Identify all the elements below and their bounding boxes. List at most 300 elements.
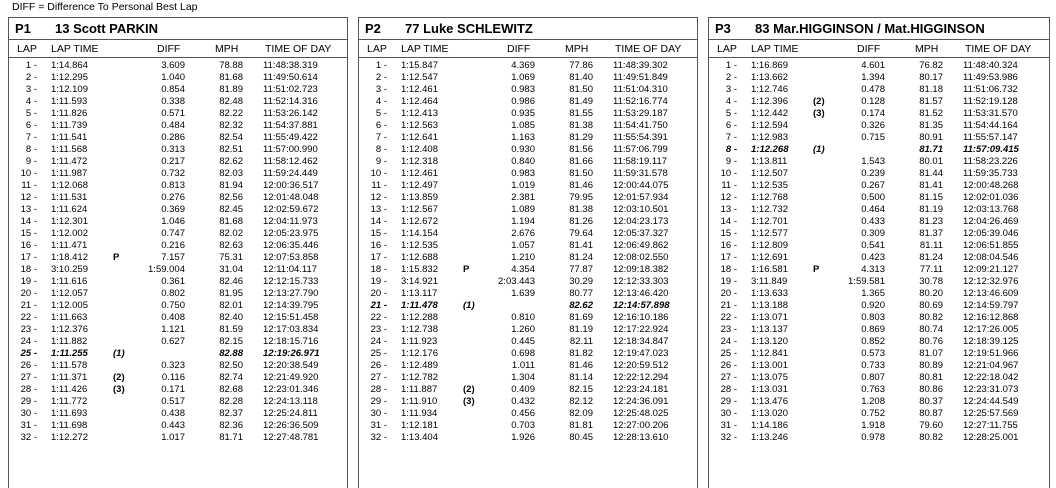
lap-diff: 1.040 bbox=[161, 72, 185, 83]
lap-mph: 78.88 bbox=[219, 60, 243, 71]
lap-time-of-day: 12:06:49.862 bbox=[613, 240, 669, 251]
lap-row bbox=[9, 372, 347, 384]
lap-mph: 81.19 bbox=[569, 324, 593, 335]
lap-time: 1:12.983 bbox=[751, 132, 788, 143]
lap-mph: 80.87 bbox=[919, 408, 943, 419]
lap-time: 1:13.404 bbox=[401, 432, 438, 443]
lap-time-of-day: 12:27:00.206 bbox=[613, 420, 669, 431]
lap-number: 16 - bbox=[370, 240, 387, 251]
lap-mph: 82.45 bbox=[219, 204, 243, 215]
lap-time: 1:11.882 bbox=[51, 336, 88, 347]
lap-diff: 0.361 bbox=[161, 276, 185, 287]
lap-time-of-day: 12:19:51.966 bbox=[963, 348, 1019, 359]
lap-diff: 1.089 bbox=[511, 204, 535, 215]
lap-time: 1:12.109 bbox=[51, 84, 88, 95]
lap-number: 13 - bbox=[20, 204, 37, 215]
lap-mph: 76.82 bbox=[919, 60, 943, 71]
lap-number: 30 - bbox=[720, 408, 737, 419]
lap-diff: 0.752 bbox=[861, 408, 885, 419]
lap-time: 1:12.567 bbox=[401, 204, 438, 215]
lap-mph: 81.66 bbox=[569, 156, 593, 167]
lap-diff: 0.267 bbox=[861, 180, 885, 191]
lap-diff: 0.500 bbox=[861, 192, 885, 203]
lap-number: 28 - bbox=[20, 384, 37, 395]
lap-number: 2 - bbox=[725, 72, 737, 83]
lap-time-of-day: 11:52:14.316 bbox=[263, 96, 318, 107]
lap-row bbox=[709, 132, 1049, 144]
lap-row bbox=[359, 384, 697, 396]
lap-mph: 81.46 bbox=[569, 180, 593, 191]
lap-row bbox=[359, 252, 697, 264]
lap-table bbox=[9, 58, 347, 444]
lap-mph: 81.49 bbox=[569, 96, 593, 107]
lap-diff: 0.443 bbox=[161, 420, 185, 431]
lap-flag: P bbox=[113, 252, 120, 263]
lap-number: 8 - bbox=[725, 144, 737, 155]
lap-time-of-day: 12:22:12.294 bbox=[613, 372, 669, 383]
lap-time-of-day: 11:52:19.128 bbox=[963, 96, 1018, 107]
lap-mph: 81.59 bbox=[219, 324, 243, 335]
lap-diff: 1.163 bbox=[511, 132, 535, 143]
lap-diff: 2.381 bbox=[511, 192, 535, 203]
lap-time-of-day: 12:00:44.075 bbox=[613, 180, 669, 191]
lap-time: 1:11.739 bbox=[51, 120, 88, 131]
lap-time: 1:12.489 bbox=[401, 360, 438, 371]
lap-time-of-day: 12:04:26.469 bbox=[963, 216, 1019, 227]
lap-time-of-day: 12:19:26.971 bbox=[263, 348, 320, 359]
col-time-of-day: TIME OF DAY bbox=[265, 43, 332, 55]
lap-diff: 0.750 bbox=[161, 300, 185, 311]
lap-time: 1:11.255 bbox=[51, 348, 88, 359]
lap-diff: 0.338 bbox=[161, 96, 185, 107]
col-lap-time: LAP TIME bbox=[51, 43, 99, 55]
lap-row bbox=[709, 396, 1049, 408]
lap-time-of-day: 12:24:36.091 bbox=[613, 396, 669, 407]
lap-time: 1:12.535 bbox=[751, 180, 788, 191]
lap-diff: 0.715 bbox=[861, 132, 885, 143]
lap-time: 1:11.934 bbox=[401, 408, 438, 419]
lap-mph: 81.69 bbox=[569, 312, 593, 323]
lap-number: 13 - bbox=[720, 204, 737, 215]
lap-time-of-day: 11:51:06.732 bbox=[963, 84, 1018, 95]
lap-row bbox=[9, 96, 347, 108]
lap-diff: 4.369 bbox=[511, 60, 535, 71]
lap-time: 1:11.923 bbox=[401, 336, 438, 347]
lap-row bbox=[709, 372, 1049, 384]
lap-time-of-day: 12:08:02.550 bbox=[613, 252, 669, 263]
lap-time-of-day: 11:59:35.733 bbox=[963, 168, 1018, 179]
lap-row bbox=[709, 144, 1049, 156]
lap-time-of-day: 12:22:18.042 bbox=[963, 372, 1019, 383]
lap-number: 9 - bbox=[375, 156, 387, 167]
col-time-of-day: TIME OF DAY bbox=[965, 43, 1032, 55]
lap-number: 29 - bbox=[370, 396, 387, 407]
lap-number: 19 - bbox=[20, 276, 37, 287]
lap-mph: 80.82 bbox=[919, 432, 943, 443]
lap-time: 1:12.746 bbox=[751, 84, 788, 95]
lap-mph: 81.56 bbox=[569, 144, 593, 155]
lap-row bbox=[9, 228, 347, 240]
lap-diff: 0.438 bbox=[161, 408, 185, 419]
lap-time: 1:13.476 bbox=[751, 396, 788, 407]
lap-time: 1:12.768 bbox=[751, 192, 788, 203]
lap-diff: 2:03.443 bbox=[498, 276, 535, 287]
lap-diff: 1.019 bbox=[511, 180, 535, 191]
lap-diff: 1.057 bbox=[511, 240, 535, 251]
lap-number: 27 - bbox=[20, 372, 37, 383]
lap-mph: 82.50 bbox=[219, 360, 243, 371]
driver-name: 13 Scott PARKIN bbox=[55, 21, 159, 36]
lap-time: 1:13.071 bbox=[751, 312, 788, 323]
lap-mph: 80.01 bbox=[919, 156, 943, 167]
lap-mph: 81.26 bbox=[569, 216, 593, 227]
lap-row bbox=[359, 372, 697, 384]
lap-row bbox=[709, 348, 1049, 360]
lap-number: 3 - bbox=[725, 84, 737, 95]
lap-number: 16 - bbox=[720, 240, 737, 251]
lap-number: 4 - bbox=[725, 96, 737, 107]
lap-number: 3 - bbox=[25, 84, 37, 95]
lap-number: 1 - bbox=[725, 60, 737, 71]
lap-number: 29 - bbox=[20, 396, 37, 407]
lap-mph: 82.40 bbox=[219, 312, 243, 323]
lap-time-of-day: 11:49:53.986 bbox=[963, 72, 1018, 83]
lap-row bbox=[709, 420, 1049, 432]
lap-row bbox=[709, 180, 1049, 192]
lap-time: 1:11.663 bbox=[51, 312, 88, 323]
lap-time-of-day: 12:27:11.755 bbox=[963, 420, 1018, 431]
lap-time-of-day: 11:51:02.723 bbox=[263, 84, 318, 95]
lap-time-of-day: 11:55:49.422 bbox=[263, 132, 318, 143]
lap-diff: 0.930 bbox=[511, 144, 535, 155]
lap-diff: 0.171 bbox=[161, 384, 185, 395]
lap-time: 1:12.396 bbox=[751, 96, 788, 107]
lap-time: 1:13.031 bbox=[751, 384, 788, 395]
lap-time: 1:12.641 bbox=[401, 132, 438, 143]
lap-row bbox=[359, 264, 697, 276]
driver-name: 77 Luke SCHLEWITZ bbox=[405, 21, 533, 36]
lap-row bbox=[709, 360, 1049, 372]
lap-number: 32 - bbox=[20, 432, 37, 443]
col-mph: MPH bbox=[215, 43, 239, 55]
lap-time-of-day: 12:00:48.268 bbox=[963, 180, 1019, 191]
lap-mph: 81.11 bbox=[919, 240, 943, 251]
lap-mph: 81.37 bbox=[919, 228, 943, 239]
lap-diff: 1.365 bbox=[861, 288, 885, 299]
lap-row bbox=[709, 192, 1049, 204]
lap-time: 1:16.869 bbox=[751, 60, 788, 71]
lap-mph: 81.46 bbox=[569, 360, 593, 371]
lap-diff: 0.810 bbox=[511, 312, 535, 323]
lap-time: 1:13.001 bbox=[751, 360, 788, 371]
lap-time-of-day: 12:13:46.420 bbox=[613, 288, 669, 299]
lap-mph: 81.68 bbox=[219, 72, 243, 83]
col-lap-time: LAP TIME bbox=[401, 43, 449, 55]
lap-row bbox=[359, 144, 697, 156]
lap-time-of-day: 11:52:16.774 bbox=[613, 96, 668, 107]
lap-row bbox=[709, 216, 1049, 228]
lap-time: 1:12.176 bbox=[401, 348, 438, 359]
lap-number: 25 - bbox=[370, 348, 387, 359]
lap-diff: 0.174 bbox=[861, 108, 885, 119]
lap-mph: 82.09 bbox=[569, 408, 593, 419]
lap-time: 1:12.288 bbox=[401, 312, 438, 323]
lap-number: 23 - bbox=[370, 324, 387, 335]
lap-time: 1:18.412 bbox=[51, 252, 88, 263]
lap-number: 14 - bbox=[20, 216, 37, 227]
lap-row bbox=[359, 84, 697, 96]
lap-row bbox=[359, 156, 697, 168]
lap-row bbox=[359, 348, 697, 360]
lap-mph: 81.52 bbox=[919, 108, 943, 119]
lap-time-of-day: 12:01:57.934 bbox=[613, 192, 669, 203]
col-lap: LAP bbox=[717, 43, 737, 55]
lap-row bbox=[9, 84, 347, 96]
lap-time-of-day: 12:07:53.858 bbox=[263, 252, 319, 263]
lap-number: 7 - bbox=[25, 132, 37, 143]
lap-mph: 82.11 bbox=[569, 336, 593, 347]
position-label: P1 bbox=[15, 21, 31, 36]
lap-time-of-day: 12:17:22.924 bbox=[613, 324, 669, 335]
lap-row bbox=[9, 348, 347, 360]
lap-time: 1:11.826 bbox=[51, 108, 88, 119]
col-diff: DIFF bbox=[507, 43, 531, 55]
lap-row bbox=[9, 432, 347, 444]
lap-time-of-day: 11:59:31.578 bbox=[613, 168, 668, 179]
lap-row bbox=[9, 360, 347, 372]
lap-row bbox=[709, 84, 1049, 96]
lap-mph: 80.17 bbox=[919, 72, 943, 83]
driver-panel-p1 bbox=[8, 17, 348, 488]
lap-number: 31 - bbox=[20, 420, 37, 431]
lap-row bbox=[709, 312, 1049, 324]
lap-row bbox=[709, 120, 1049, 132]
lap-row bbox=[9, 192, 347, 204]
lap-number: 17 - bbox=[720, 252, 737, 263]
lap-number: 5 - bbox=[25, 108, 37, 119]
lap-time-of-day: 12:03:13.768 bbox=[963, 204, 1019, 215]
lap-number: 30 - bbox=[370, 408, 387, 419]
col-diff: DIFF bbox=[857, 43, 881, 55]
lap-number: 8 - bbox=[375, 144, 387, 155]
lap-flag: (2) bbox=[813, 96, 825, 107]
lap-diff: 0.627 bbox=[161, 336, 185, 347]
lap-flag: (1) bbox=[113, 348, 125, 359]
lap-row bbox=[709, 204, 1049, 216]
lap-mph: 81.71 bbox=[219, 432, 243, 443]
lap-time: 1:12.732 bbox=[751, 204, 788, 215]
lap-row bbox=[359, 420, 697, 432]
lap-time-of-day: 12:20:59.512 bbox=[613, 360, 669, 371]
lap-time-of-day: 12:05:23.975 bbox=[263, 228, 319, 239]
lap-time: 1:12.057 bbox=[51, 288, 88, 299]
lap-time-of-day: 11:55:57.147 bbox=[963, 132, 1018, 143]
lap-time-of-day: 12:09:21.127 bbox=[963, 264, 1019, 275]
lap-row bbox=[9, 324, 347, 336]
lap-time-of-day: 11:53:26.142 bbox=[263, 108, 318, 119]
lap-mph: 30.78 bbox=[919, 276, 943, 287]
lap-diff: 0.573 bbox=[861, 348, 885, 359]
lap-time: 1:12.594 bbox=[751, 120, 788, 131]
lap-diff: 1.121 bbox=[161, 324, 185, 335]
lap-time-of-day: 12:14:39.795 bbox=[263, 300, 319, 311]
lap-time-of-day: 12:24:44.549 bbox=[963, 396, 1019, 407]
lap-diff: 1:59.004 bbox=[148, 264, 185, 275]
lap-diff: 4.601 bbox=[861, 60, 885, 71]
lap-row bbox=[709, 156, 1049, 168]
panel-header bbox=[359, 18, 697, 40]
lap-mph: 80.76 bbox=[919, 336, 943, 347]
lap-time-of-day: 11:58:23.226 bbox=[963, 156, 1018, 167]
lap-row bbox=[9, 420, 347, 432]
lap-mph: 80.82 bbox=[919, 312, 943, 323]
lap-diff: 0.478 bbox=[861, 84, 885, 95]
lap-diff: 0.803 bbox=[861, 312, 885, 323]
lap-diff: 2.676 bbox=[511, 228, 535, 239]
lap-time: 1:12.376 bbox=[51, 324, 88, 335]
lap-mph: 79.95 bbox=[569, 192, 593, 203]
lap-number: 20 - bbox=[20, 288, 37, 299]
lap-mph: 81.38 bbox=[569, 120, 593, 131]
lap-time-of-day: 11:51:04.310 bbox=[613, 84, 668, 95]
lap-time-of-day: 12:06:51.855 bbox=[963, 240, 1019, 251]
lap-diff: 1.260 bbox=[511, 324, 535, 335]
lap-row bbox=[709, 252, 1049, 264]
lap-mph: 80.86 bbox=[919, 384, 943, 395]
driver-name: 83 Mar.HIGGINSON / Mat.HIGGINSON bbox=[755, 21, 985, 36]
lap-time: 1:15.847 bbox=[401, 60, 438, 71]
lap-time-of-day: 12:03:10.501 bbox=[613, 204, 669, 215]
lap-time-of-day: 12:23:31.073 bbox=[963, 384, 1019, 395]
lap-mph: 81.41 bbox=[569, 240, 593, 251]
lap-mph: 82.12 bbox=[569, 396, 593, 407]
lap-time-of-day: 11:57:09.415 bbox=[963, 144, 1019, 155]
lap-time: 1:13.188 bbox=[751, 300, 788, 311]
lap-time-of-day: 12:04:11.973 bbox=[263, 216, 318, 227]
lap-number: 27 - bbox=[370, 372, 387, 383]
lap-diff: 0.217 bbox=[161, 156, 185, 167]
lap-time-of-day: 12:24:13.118 bbox=[263, 396, 318, 407]
lap-table bbox=[709, 58, 1049, 444]
lap-time-of-day: 11:48:40.324 bbox=[963, 60, 1018, 71]
lap-row bbox=[709, 408, 1049, 420]
lap-time-of-day: 12:14:57.898 bbox=[613, 300, 670, 311]
lap-mph: 80.81 bbox=[919, 372, 943, 383]
lap-mph: 82.54 bbox=[219, 132, 243, 143]
lap-diff: 0.698 bbox=[511, 348, 535, 359]
lap-mph: 82.15 bbox=[219, 336, 243, 347]
lap-time-of-day: 12:18:39.125 bbox=[963, 336, 1019, 347]
lap-time: 1:11.693 bbox=[51, 408, 88, 419]
lap-time: 1:13.859 bbox=[401, 192, 438, 203]
position-label: P2 bbox=[365, 21, 381, 36]
lap-diff: 0.747 bbox=[161, 228, 185, 239]
lap-time: 1:11.910 bbox=[401, 396, 438, 407]
lap-time-of-day: 12:25:24.811 bbox=[263, 408, 318, 419]
lap-time: 1:12.002 bbox=[51, 228, 88, 239]
lap-mph: 82.36 bbox=[219, 420, 243, 431]
lap-time: 1:12.507 bbox=[751, 168, 788, 179]
lap-time: 3:14.921 bbox=[401, 276, 438, 287]
lap-number: 12 - bbox=[720, 192, 737, 203]
lap-time-of-day: 12:11:04.117 bbox=[263, 264, 318, 275]
lap-row bbox=[359, 96, 697, 108]
lap-number: 15 - bbox=[370, 228, 387, 239]
lap-mph: 81.38 bbox=[569, 204, 593, 215]
lap-number: 26 - bbox=[370, 360, 387, 371]
lap-row bbox=[9, 396, 347, 408]
lap-time-of-day: 12:21:49.920 bbox=[263, 372, 319, 383]
lap-row bbox=[709, 324, 1049, 336]
lap-time: 1:12.497 bbox=[401, 180, 438, 191]
lap-number: 6 - bbox=[725, 120, 737, 131]
lap-time: 1:13.246 bbox=[751, 432, 788, 443]
lap-number: 26 - bbox=[720, 360, 737, 371]
lap-mph: 80.37 bbox=[919, 396, 943, 407]
lap-diff: 1.208 bbox=[861, 396, 885, 407]
lap-table bbox=[359, 58, 697, 444]
lap-mph: 80.45 bbox=[569, 432, 593, 443]
lap-row bbox=[9, 180, 347, 192]
lap-row bbox=[359, 240, 697, 252]
lap-time: 1:12.563 bbox=[401, 120, 438, 131]
lap-time: 1:11.371 bbox=[51, 372, 88, 383]
lap-time: 1:12.809 bbox=[751, 240, 788, 251]
column-header-row bbox=[709, 40, 1049, 58]
lap-time: 1:12.547 bbox=[401, 72, 438, 83]
lap-mph: 81.44 bbox=[919, 168, 943, 179]
lap-number: 28 - bbox=[370, 384, 387, 395]
lap-row bbox=[709, 300, 1049, 312]
lap-time: 1:11.471 bbox=[51, 240, 88, 251]
lap-mph: 82.01 bbox=[219, 300, 243, 311]
lap-time-of-day: 11:49:50.614 bbox=[263, 72, 318, 83]
lap-row bbox=[359, 288, 697, 300]
lap-diff: 0.869 bbox=[861, 324, 885, 335]
lap-time: 1:12.005 bbox=[51, 300, 88, 311]
lap-mph: 81.89 bbox=[219, 84, 243, 95]
lap-row bbox=[9, 336, 347, 348]
lap-diff: 1.639 bbox=[511, 288, 535, 299]
lap-row bbox=[9, 204, 347, 216]
lap-time: 1:12.535 bbox=[401, 240, 438, 251]
lap-diff: 1:59.581 bbox=[848, 276, 885, 287]
lap-row bbox=[359, 132, 697, 144]
lap-time-of-day: 11:53:31.570 bbox=[963, 108, 1018, 119]
lap-time: 1:11.426 bbox=[51, 384, 88, 395]
lap-number: 23 - bbox=[20, 324, 37, 335]
col-time-of-day: TIME OF DAY bbox=[615, 43, 682, 55]
lap-number: 14 - bbox=[720, 216, 737, 227]
lap-time: 1:12.577 bbox=[751, 228, 788, 239]
lap-diff: 0.423 bbox=[861, 252, 885, 263]
lap-time-of-day: 11:48:39.302 bbox=[613, 60, 668, 71]
lap-time-of-day: 12:25:57.569 bbox=[963, 408, 1019, 419]
lap-mph: 79.64 bbox=[569, 228, 593, 239]
lap-number: 9 - bbox=[25, 156, 37, 167]
lap-time: 1:12.413 bbox=[401, 108, 438, 119]
lap-mph: 81.50 bbox=[569, 168, 593, 179]
lap-mph: 82.02 bbox=[219, 228, 243, 239]
lap-diff: 0.703 bbox=[511, 420, 535, 431]
lap-diff: 0.433 bbox=[861, 216, 885, 227]
lap-number: 11 - bbox=[721, 180, 737, 191]
lap-time: 1:11.472 bbox=[51, 156, 88, 167]
lap-mph: 81.07 bbox=[919, 348, 943, 359]
lap-mph: 80.20 bbox=[919, 288, 943, 299]
lap-time: 1:12.442 bbox=[751, 108, 788, 119]
lap-diff: 0.313 bbox=[161, 144, 185, 155]
